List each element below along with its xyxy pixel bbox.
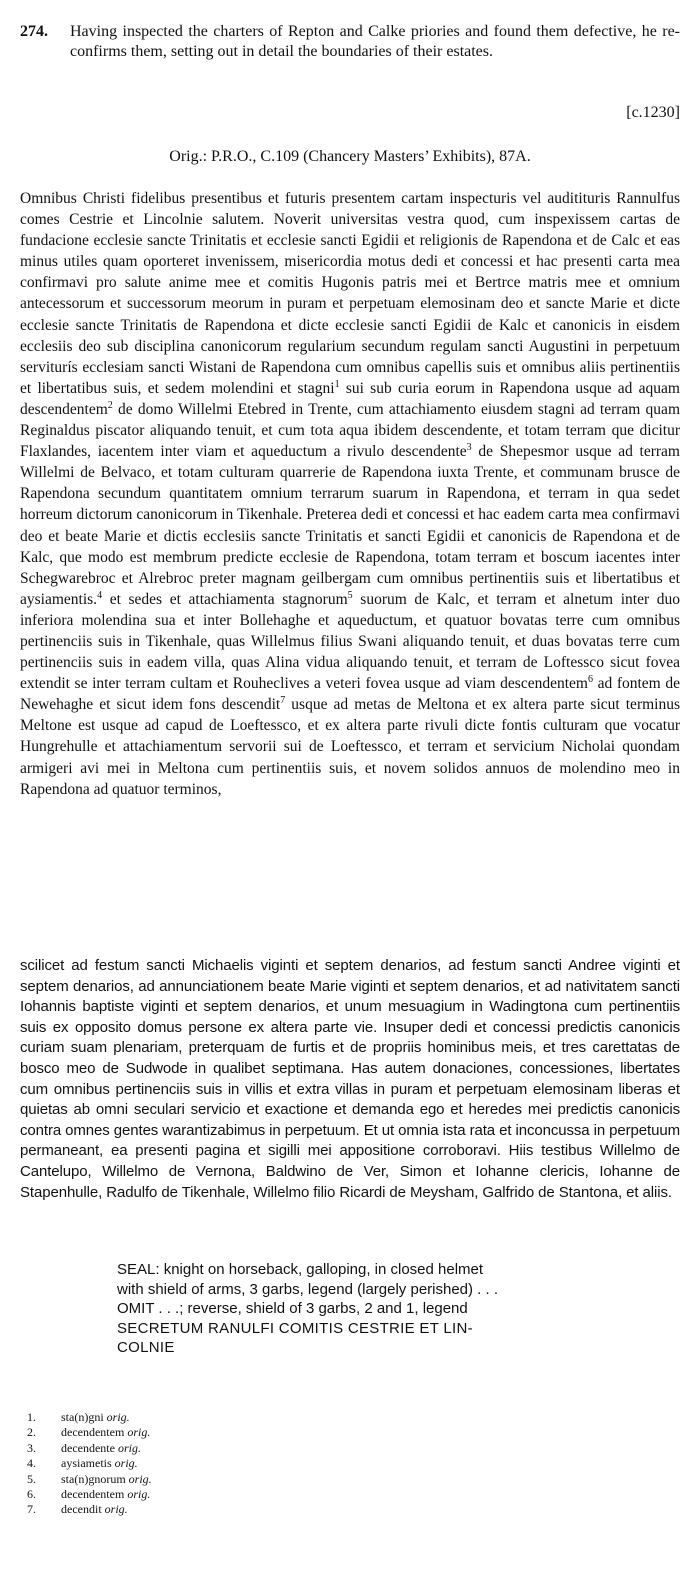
footnote-mark: 2 — [107, 399, 113, 411]
footnote-mark: 7 — [280, 695, 286, 707]
footnote: 7. decendit orig. — [27, 1502, 128, 1517]
seal-description — [117, 1260, 587, 1358]
footnote-mark: 4 — [97, 589, 103, 601]
charter-paragraph: Omnibus Christi fidelibus presentibus et futuris presentem cartam inspecturis vel auditituris Rannulfus comes Cestrie et Lincolnie salutem. Noverit universitas vestra quod, cum inspexissem cartas de fundacione ecclesie sancte Trinitatis et ecclesie sancti Egidii et religionis de Rapendona et de Calc et eas minus utiles quam oporteret invenissem, misericordia motus dedi et concessi et hac presenti carta mea confirmavi pro salute anime mee et comitis Hugonis patris mei et Bertrce matris mee et omnium antecessorum et successorum meorum in puram et perpetuam elemosinam deo et sancte Marie et dicte ecclesie sancte Trinitatis de Rapendona et dicte ecclesie sancti Egidii de Kalc et canonicis in eisdem ecclesiis deo sub disciplina canonicorum regularium secundum regulam sancti Augustini in perpetuum serviturís ecclesiam sancti Wistani de Rapendona cum omnibus capellis suis et omnibus aliis pertinentiis et libertatibus suis, et sedem molendini et stagni$^1$ sui sub curia eorum in Rapendona usque ad aquam descendentem$^2$ de domo Willelmi Etebred in Trente, cum attachiamento eiusdem stagni ad terram quam Reginaldus piscator aliquando tenuit, et cum tota aqua ibidem descendente, et totam terram que dicitur Flaxlandes, iacentem inter viam et aqueductum a rivulo descendente$^3$ de Shepesmor usque ad terram Willelmi de Belvaco, et totam culturam quarrerie de Rapendona iuxta Trente, et communam brusce de Rapendona secundum quantitatem omnium terrarum suarum in Rapendona, et terram in qua sedet horreum dictorum canonicorum in Tikenhale. Preterea dedi et concessi et hac eadem carta mea confirmavi deo et beate Marie et dictis ecclesiis sancte Trinitatis et sancti Egidii et canonicis de Rapendona et de Kalc, que modo est membrum predicte ecclesie de Rapendona, totam terram et boscum iacentes inter Schegwarebroc et Alrebroc preter magnam geilbergam cum omnibus pertinentiis suis et libertatibus et aysiamentis.$^4$ et sedes et attachiamenta stagnorum$^5$ suorum de Kalc, et terram et alnetum inter duo inferiora molendina sua et inter Bollehaghe et aqueductum, et quatuor bovatas terre cum omnibus pertinenciis suis in Tikenhale, quas Willelmus filius Swani aliquando tenuit, et duas bovatas terre cum pertinenciis suis in eadem villa, quas Alina vidua aliquando tenuit, et terram de Loftessco sicut fovea extendit se inter terram cultam et Rouheclives a veteri fovea usque ad viam descendentem$^6$ ad fontem de Newehaghe et sicut idem fons descendit$^7$ usque ad metas de Meltona et ex altera parte sicut terminus Meltone est usque ad capud de Loeftessco, et ex altera parte rivuli dicte fontis culturam que vocatur Hungrehulle et attachiamentum servorii sui de Loeftessco, et terram et servicium Nicholai quondam armigeri avi mei in Meltona cum pertinentiis suis, et novem solidos annuos de molendino meo in Rapendona ad quatuor terminos, — [20, 190, 680, 798]
charter-text-part-1 — [20, 188, 680, 800]
footnote: 4. aysiametis orig. — [27, 1456, 138, 1471]
footnote-mark: 6 — [587, 674, 593, 685]
footnote-mark: 1 — [334, 378, 340, 390]
source-reference: Orig.: P.R.O., C.109 (Chancery Masters’ Exhibits), 87A. — [169, 148, 531, 165]
charter-text-part-2 — [20, 956, 680, 1203]
entry-number: 274. — [20, 23, 48, 40]
footnote: 6. decendentem orig. — [27, 1487, 151, 1502]
footnote: 1. sta(n)gni orig. — [27, 1410, 130, 1424]
charter-paragraph: scilicet ad festum sancti Michaelis viginti et septem denarios, ad festum sancti Andree viginti et septem denarios, ad annunciationem beate Marie viginti et septem denarios, et ad nativitatem sancti Iohannis baptiste viginti et septem denarios, et unum mesuagium in Wadingtona cum pertinentiis suis ex opposito domus persone ex altera parte vie. Insuper dedi et concessi predictis canonicis curiam suam plenariam, preterquam de furtis et de propriis hominibus meis, et tres carettatas de bosco meo de Sudwode in qualibet septimana. Has autem donaciones, concessiones, libertates cum omnibus pertinenciis suis in villis et extra villas in puram et perpetuam elemosinam liberas et quietas ab omni seculari servicio et exactione et demanda ego et heredes mei predictis canonicis contra omnes gentes warantizabimus in perpetuum. Et ut omnia ista rata et inconcussa in perpetuum permaneant, ea presenti pagina et sigilli mei appositione corroboravi. Hiis testibus Willelmo de Cantelupo, Willelmo de Vernona, Baldwino de Ver, Simon et Iohanne clericis, Iohanne de Stapenhulle, Radulfo de Tikenhale, Willelmo filio Ricardi de Meysham, Galfrido de Stantona, et aliis. — [20, 957, 680, 1201]
seal-line: SEAL: knight on horseback, galloping, in closed helmet — [117, 1261, 484, 1278]
footnote-mark: 3 — [466, 441, 472, 453]
footnote: 5. sta(n)gnorum orig. — [27, 1471, 152, 1486]
charter-date: [c.1230] — [626, 104, 680, 121]
footnote-mark: 5 — [347, 589, 353, 601]
footnote: 3. decendente orig. — [27, 1440, 141, 1455]
seal-line: OMIT . . .; reverse, shield of 3 garbs, 2 and 1, legend — [117, 1300, 468, 1317]
entry-header — [20, 22, 680, 62]
seal-legend-line: COLNIE — [117, 1339, 175, 1356]
seal-line: with shield of arms, 3 garbs, legend (largely perished) . . . — [117, 1280, 499, 1298]
footnotes — [27, 1410, 152, 1518]
seal-legend-line: SECRETUM RANULFI COMITIS CESTRIE ET LIN- — [117, 1319, 473, 1337]
footnote: 2. decendentem orig. — [27, 1425, 151, 1440]
entry-summary: Having inspected the charters of Repton and Calke priories and found them defective, he re-confirms them, setting out in detail the boundaries of their estates. — [70, 23, 680, 60]
